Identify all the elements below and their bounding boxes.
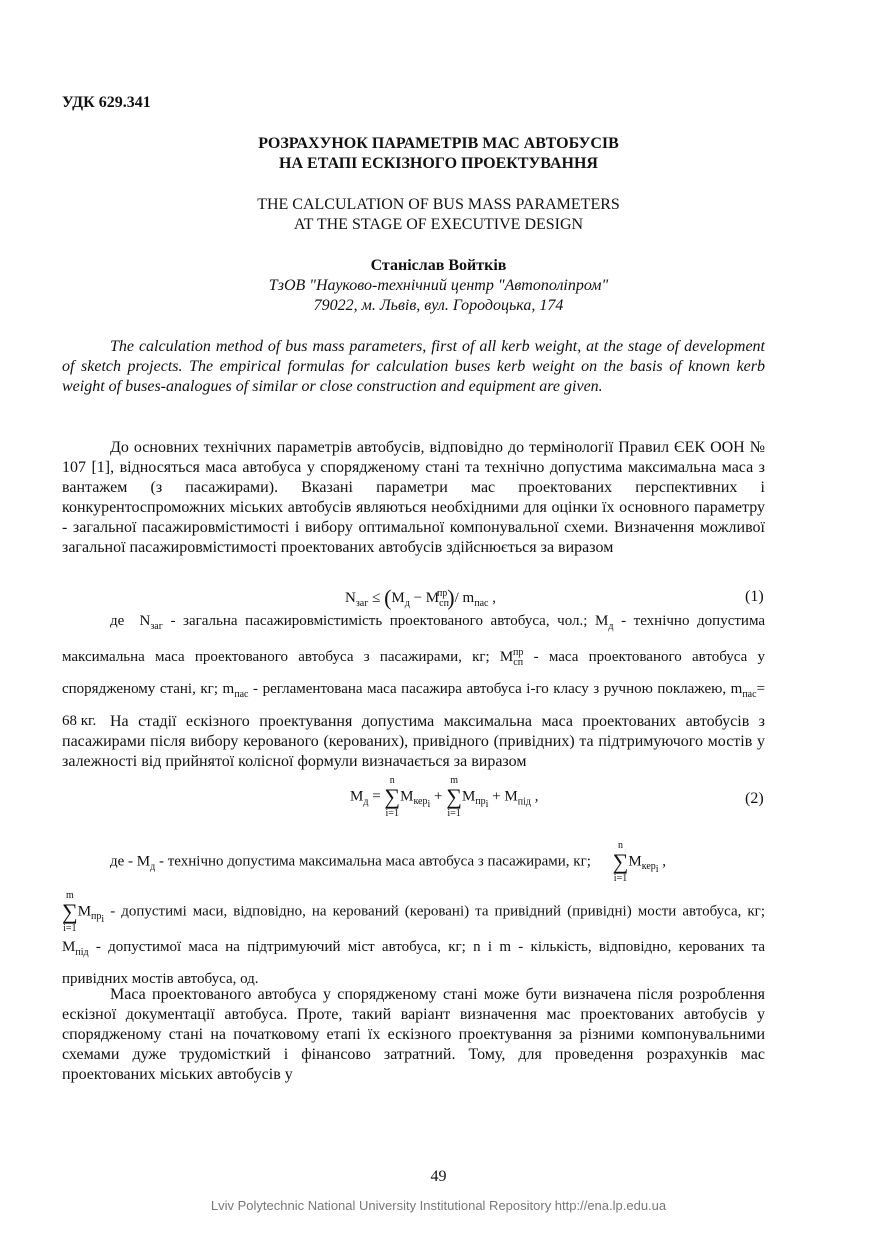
- equation-2: $M_д$ = n ∑ i=1 $M_{кер_i}$ + m ∑ i=1 $M_{пр_i} + M_{під}$ ,: [350, 775, 539, 819]
- def-m-pr: - допустимі маси, відповідно, на керований (керовані) та привідний (привідні) мости автобуса, кг;: [110, 903, 766, 920]
- paragraph-1: [62, 438, 765, 558]
- paragraph-3-text: Маса проектованого автобуса у спорядженому стані може бути визначена після розроблення ескізної документації автобуса. Проте, такий варіант визначення мас проектованих автобусів у спорядженому стані на початковому етапі їх ескізного проектування за різними компонувальними схемами дуже трудомісткий і фінансово затратний. Тому, для проведення розрахунків мас проектованих міських автобусів у: [62, 986, 765, 1083]
- affiliation-org: ТзОВ "Науково-технічний центр "Автополіпром": [268, 277, 609, 294]
- def-m-sp: - маса проектованого автобуса у спорядженому стані, кг;: [62, 649, 765, 697]
- page-number: 49: [430, 1168, 447, 1185]
- paragraph-3: [62, 985, 765, 1085]
- equation-1: $N_{заг} \le (M_д - M_{сп}^{пр})/$ $m_{пас}$ ,: [345, 585, 496, 610]
- title-english: [0, 195, 877, 235]
- author-name: Станіслав Войтків: [370, 257, 507, 274]
- udk-code: УДК 629.341: [62, 94, 151, 111]
- title-en-line-2: AT THE STAGE OF EXECUTIVE DESIGN: [293, 216, 584, 233]
- repository-footer: Lviv Polytechnic National University Institutional Repository http://ena.lp.edu.ua: [210, 1198, 667, 1213]
- equation-2-def-line-1: де - $M_д$ - технічно допустима максимальна маса автобуса з пасажирами, кг; n ∑ i=1 $M_{кер_i}$ ,: [110, 840, 667, 884]
- def-n-m: n і m - кількість, відповідно, керованих та привідних мостів автобуса, од.: [62, 939, 766, 987]
- where-label-2: де -: [110, 853, 134, 870]
- title-en-line-1: THE CALCULATION OF BUS MASS PARAMETERS: [257, 196, 620, 213]
- equation-1-number: (1): [745, 588, 764, 605]
- def-n-zag: - загальна пасажировмістимість проектованого автобуса, чол.;: [170, 613, 588, 629]
- equation-2-def-block: m ∑ i=1 $M_{пр_i}$ - допустимі маси, відповідно, на керований (керовані) та привідний (привідні) мости автобуса, кг; $M_{під}$ - допустимої маса на підтримуючий міст автобуса, кг; n і m - кількість, відповідно, керованих та привідних мостів автобуса, од.: [62, 890, 766, 987]
- def-m-d: - технічно допустима максимальна маса проектованого автобуса з пасажирами, кг;: [62, 613, 765, 665]
- title-ua-line-1: РОЗРАХУНОК ПАРАМЕТРІВ МАС АВТОБУСІВ: [258, 135, 619, 152]
- affiliation: [0, 276, 877, 316]
- def-m-pas-value: = 68 кг.: [62, 681, 766, 729]
- def-m-pas: - регламентована маса пасажира автобуса і-го класу з ручною поклажею,: [253, 681, 727, 697]
- affiliation-address: 79022, м. Львів, вул. Городоцька, 174: [313, 297, 564, 314]
- equation-1-definitions: де $N_{заг}$ - загальна пасажировмістимість проектованого автобуса, чол.; $M_д$ - технічно допустима максимальна маса проектованого автобуса з пасажирами, кг; $M_{сп}^{пр}$ - маса проектованого автобуса у спорядженому стані, кг; $m_{пас}$ - регламентована маса пасажира автобуса і-го класу з ручною поклажею, $m_{пас}= 68$ кг.: [62, 613, 766, 729]
- paragraph-1-text: До основних технічних параметрів автобусів, відповідно до термінології Правил ЄЕК ООН № 107 [1], відносяться маса автобуса у спорядженому стані та технічно допустима максимальна маса з вантажем (з пасажирами). Вказані параметри мас проектованих перспективних і конкурентоспроможних міських автобусів являються необхідними для оцінки їх основного параметру - загальної пасажировмістимості і вибору оптимальної компонувальної схеми. Визначення можливої загальної пасажировмістимості проектованих автобусів здійснюється за виразом: [62, 439, 765, 556]
- title-ukrainian: [0, 134, 877, 174]
- def-m-pid: - допустимої маса на підтримуючий міст автобуса, кг;: [95, 939, 466, 955]
- def-m-d-2: - технічно допустима максимальна маса автобуса з пасажирами, кг;: [158, 853, 591, 870]
- equation-2-number: (2): [745, 790, 764, 807]
- paragraph-2: [62, 712, 765, 772]
- abstract-text: The calculation method of bus mass parameters, first of all kerb weight, at the stage of development of sketch projects. The empirical formulas for calculation buses kerb weight on the basis of known kerb weight of buses-analogues of similar or close construction and equipment are given.: [62, 338, 765, 395]
- abstract: [62, 337, 765, 397]
- paragraph-2-text: На стадії ескізного проектування допустима максимальна маса проектованих автобусів з пасажирами після вибору керованого (керованих), привідного (привідних) та підтримуючого мостів у залежності від прийнятої колісної формули визначається за виразом: [62, 713, 765, 770]
- title-ua-line-2: НА ЕТАПІ ЕСКІЗНОГО ПРОЕКТУВАННЯ: [279, 155, 598, 172]
- where-label: де: [110, 613, 125, 629]
